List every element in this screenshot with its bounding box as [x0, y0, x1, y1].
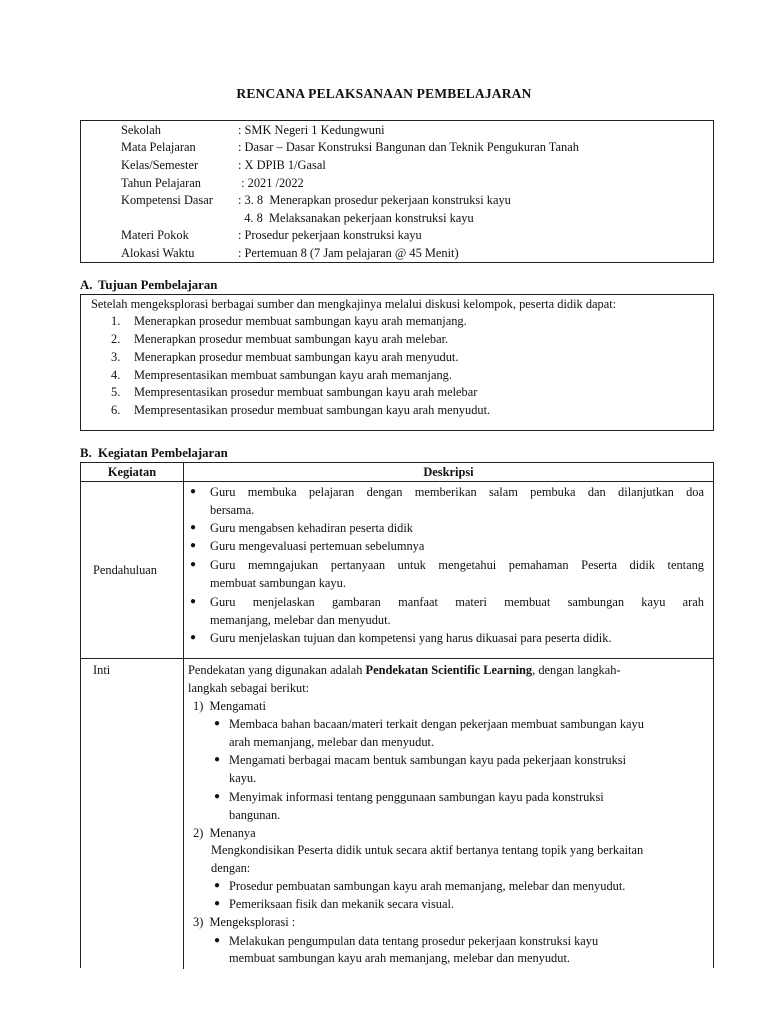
- section-letter: A.: [80, 278, 93, 292]
- bullet-icon: ●: [214, 754, 221, 765]
- item-text: Menerapkan prosedur membuat sambungan kayu arah menyudut.: [134, 350, 459, 364]
- item-number: 3.: [111, 350, 121, 364]
- description-line: Guru menjelaskan gambaran manfaat materi membuat sambungan kayu arah: [210, 595, 704, 609]
- list-item: [111, 348, 458, 366]
- info-label: Tahun Pelajaran: [121, 176, 201, 190]
- item-text: Mempresentasikan prosedur membuat sambungan kayu arah melebar: [134, 385, 478, 399]
- row-divider: [81, 658, 713, 659]
- item-number: 2.: [111, 332, 121, 346]
- bullet-icon: ●: [190, 486, 197, 497]
- row-label-inti: Inti: [93, 663, 111, 677]
- description-line: dengan:: [211, 861, 251, 875]
- section-b-heading: [80, 444, 228, 462]
- bullet-icon: ●: [214, 718, 221, 729]
- list-item: [111, 401, 490, 419]
- item-number: 5.: [111, 385, 121, 399]
- info-value: : SMK Negeri 1 Kedungwuni: [238, 123, 385, 137]
- description-line: Melakukan pengumpulan data tentang prosedur pekerjaan konstruksi kayu: [229, 934, 599, 948]
- description-line: arah memanjang, melebar dan menyudut.: [229, 735, 435, 749]
- approach-name: Pendekatan Scientific Learning: [365, 663, 533, 677]
- row-divider: [81, 481, 713, 482]
- description-line: memanjang, melebar dan menyudut.: [210, 613, 391, 627]
- column-header-deskripsi: Deskripsi: [423, 465, 474, 479]
- document-title: RENCANA PELAKSANAAN PEMBELAJARAN: [236, 86, 532, 101]
- bullet-icon: ●: [190, 559, 197, 570]
- description-line: bangunan.: [229, 808, 281, 822]
- item-number: 4.: [111, 368, 121, 382]
- info-label: Kelas/Semester: [121, 158, 199, 172]
- item-number: 6.: [111, 403, 121, 417]
- description-line: Pemeriksaan fisik dan mekanik secara visual.: [229, 897, 455, 911]
- list-item: [111, 330, 448, 348]
- objectives-box: [80, 294, 714, 431]
- bullet-icon: ●: [214, 898, 221, 909]
- step-heading: 2) Menanya: [193, 826, 256, 840]
- description-line: Guru menjelaskan tujuan dan kompetensi yang harus dikuasai para peserta didik.: [210, 631, 612, 645]
- description-line: Membaca bahan bacaan/materi terkait dengan pekerjaan membuat sambungan kayu: [229, 717, 644, 731]
- info-value: : Prosedur pekerjaan konstruksi kayu: [238, 228, 422, 242]
- description-line: Menyimak informasi tentang penggunaan sambungan kayu pada konstruksi: [229, 790, 604, 804]
- objectives-intro: Setelah mengeksplorasi berbagai sumber dan mengkajinya melalui diskusi kelompok, peserta didik dapat:: [91, 297, 617, 311]
- intro-text: , dengan langkah-: [532, 663, 621, 677]
- description-line: kayu.: [229, 771, 257, 785]
- item-text: Mempresentasikan prosedur membuat sambungan kayu arah menyudut.: [134, 403, 491, 417]
- info-value: : X DPIB 1/Gasal: [238, 158, 326, 172]
- info-label: Sekolah: [121, 123, 161, 137]
- section-title: Tujuan Pembelajaran: [98, 278, 218, 292]
- section-letter: B.: [80, 446, 92, 460]
- item-text: Menerapkan prosedur membuat sambungan kayu arah melebar.: [134, 332, 449, 346]
- bullet-icon: ●: [190, 596, 197, 607]
- description-line: Guru membuka pelajaran dengan memberikan salam pembuka dan dilanjutkan doa: [210, 485, 704, 499]
- column-header-kegiatan: Kegiatan: [107, 465, 157, 479]
- section-title: Kegiatan Pembelajaran: [98, 446, 228, 460]
- description-line: Guru memngajukan pertanyaan untuk mengetahui pemahaman Peserta didik tentang: [210, 558, 704, 572]
- bullet-icon: ●: [214, 880, 221, 891]
- info-value: : Pertemuan 8 (7 Jam pelajaran @ 45 Menit): [238, 246, 459, 260]
- info-label: Kompetensi Dasar: [121, 193, 213, 207]
- description-line: Guru mengabsen kehadiran peserta didik: [210, 521, 413, 535]
- description-line: membuat sambungan kayu.: [210, 576, 346, 590]
- description-line: Mengamati berbagai macam bentuk sambungan kayu pada pekerjaan konstruksi: [229, 753, 627, 767]
- bullet-icon: ●: [190, 540, 197, 551]
- intro-text: Pendekatan yang digunakan adalah: [188, 663, 366, 677]
- activities-table: [80, 462, 714, 968]
- description-line: Mengkondisikan Peserta didik untuk secara aktif bertanya tentang topik yang berkaitan: [211, 843, 644, 857]
- info-value: : 3. 8 Menerapkan prosedur pekerjaan konstruksi kayu: [238, 193, 511, 207]
- bullet-icon: ●: [214, 791, 221, 802]
- list-item: [111, 366, 452, 384]
- item-number: 1.: [111, 314, 121, 328]
- bullet-icon: ●: [190, 632, 197, 643]
- info-value: 4. 8 Melaksanakan pekerjaan konstruksi kayu: [238, 211, 474, 225]
- info-value: : 2021 /2022: [238, 176, 304, 190]
- section-a-heading: [80, 276, 217, 294]
- row-label-pendahuluan: Pendahuluan: [93, 563, 158, 577]
- description-line: Prosedur pembuatan sambungan kayu arah memanjang, melebar dan menyudut.: [229, 879, 626, 893]
- bullet-icon: ●: [190, 522, 197, 533]
- info-label: Materi Pokok: [121, 228, 189, 242]
- info-label: Mata Pelajaran: [121, 140, 196, 154]
- description-line: bersama.: [210, 503, 255, 517]
- step-heading: 3) Mengeksplorasi :: [193, 915, 296, 929]
- list-item: [111, 312, 467, 330]
- list-item: [111, 383, 477, 401]
- item-text: Mempresentasikan membuat sambungan kayu arah memanjang.: [134, 368, 452, 382]
- step-heading: 1) Mengamati: [193, 699, 266, 713]
- column-divider: [183, 463, 184, 969]
- description-line: Guru mengevaluasi pertemuan sebelumnya: [210, 539, 425, 553]
- description-line: membuat sambungan kayu arah memanjang, melebar dan menyudut.: [229, 951, 570, 965]
- item-text: Menerapkan prosedur membuat sambungan kayu arah memanjang.: [134, 314, 467, 328]
- info-value: : Dasar – Dasar Konstruksi Bangunan dan Teknik Pengukuran Tanah: [238, 140, 579, 154]
- info-label: Alokasi Waktu: [121, 246, 195, 260]
- bullet-icon: ●: [214, 935, 221, 946]
- description-line: langkah sebagai berikut:: [188, 681, 310, 695]
- identity-box: [80, 120, 714, 263]
- inti-intro: [188, 661, 706, 679]
